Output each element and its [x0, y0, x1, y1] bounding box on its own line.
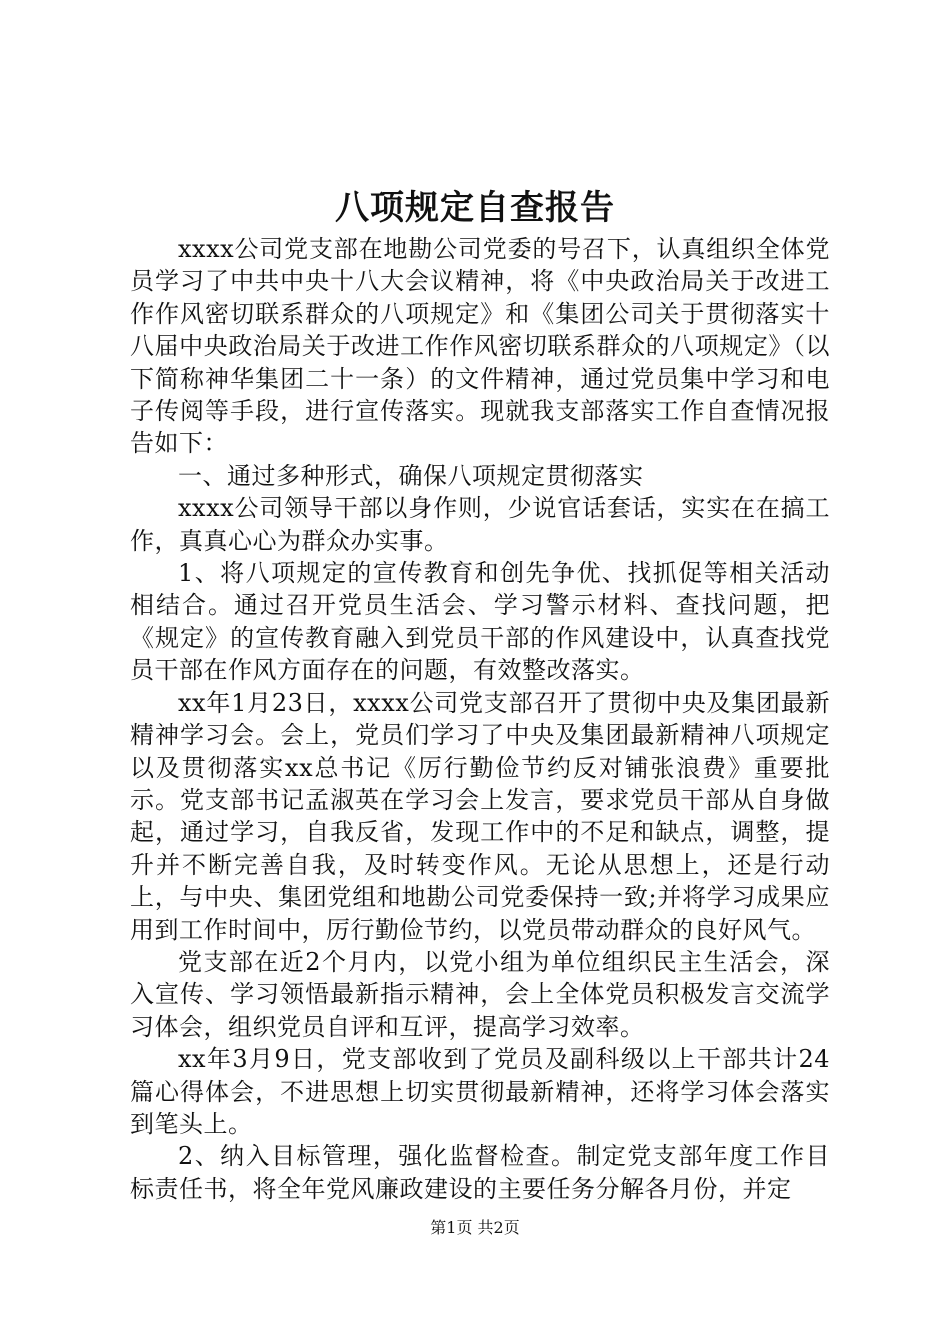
document-title: 八项规定自查报告 [335, 188, 615, 228]
section-heading: 一、通过多种形式，确保八项规定贯彻落实 [178, 461, 644, 490]
paragraph: xx年1月23日，xxxx公司党支部召开了贯彻中央及集团最新精神学习会。会上，党员们学习了中央及集团最新精神八项规定以及贯彻落实xx总书记《厉行勤俭节约反对铺张浪费》重要批示。党支部书记孟淑英在学习会上发言，要求党员干部从自身做起，通过学习，自我反省，发现工作中的不足和缺点，调整，提升并不断完善自我，及时转变作风。无论从思想上，还是行动上，与中央、集团党组和地勘公司党委保持一致;并将学习成果应用到工作时间中，厉行勤俭节约，以党员带动群众的良好风气。 [130, 688, 830, 944]
paragraph: 2、纳入目标管理，强化监督检查。制定党支部年度工作目标责任书，将全年党风廉政建设的主要任务分解各月份，并定 [130, 1142, 830, 1203]
paragraph: xx年3月9日，党支部收到了党员及副科级以上干部共计24篇心得体会，不进思想上切实贯彻最新精神，还将学习体会落实到笔头上。 [130, 1045, 830, 1138]
paragraph: 1、将八项规定的宣传教育和创先争优、找抓促等相关活动相结合。通过召开党员生活会、学习警示材料、查找问题，把《规定》的宣传教育融入到党员干部的作风建设中，认真查找党员干部在作风方面存在的问题，有效整改落实。 [130, 559, 830, 685]
paragraph: 党支部在近2个月内，以党小组为单位组织民主生活会，深入宣传、学习领悟最新指示精神，会上全体党员积极发言交流学习体会，组织党员自评和互评，提高学习效率。 [130, 947, 830, 1041]
paragraph: xxxx公司党支部在地勘公司党委的号召下，认真组织全体党员学习了中共中央十八大会议精神，将《中央政治局关于改进工作作风密切联系群众的八项规定》和《集团公司关于贯彻落实十八届中央政治局关于改进工作作风密切联系群众的八项规定》（以下简称神华集团二十一条）的文件精神，通过党员集中学习和电子传阅等手段，进行宣传落实。现就我支部落实工作自查情况报告如下： [130, 235, 830, 458]
document-body [130, 233, 830, 1205]
paragraph: xxxx公司领导干部以身作则，少说官话套话，实实在在搞工作，真真心心为群众办实事。 [130, 494, 830, 555]
page-number-footer: 第1页 共2页 [430, 1218, 520, 1237]
